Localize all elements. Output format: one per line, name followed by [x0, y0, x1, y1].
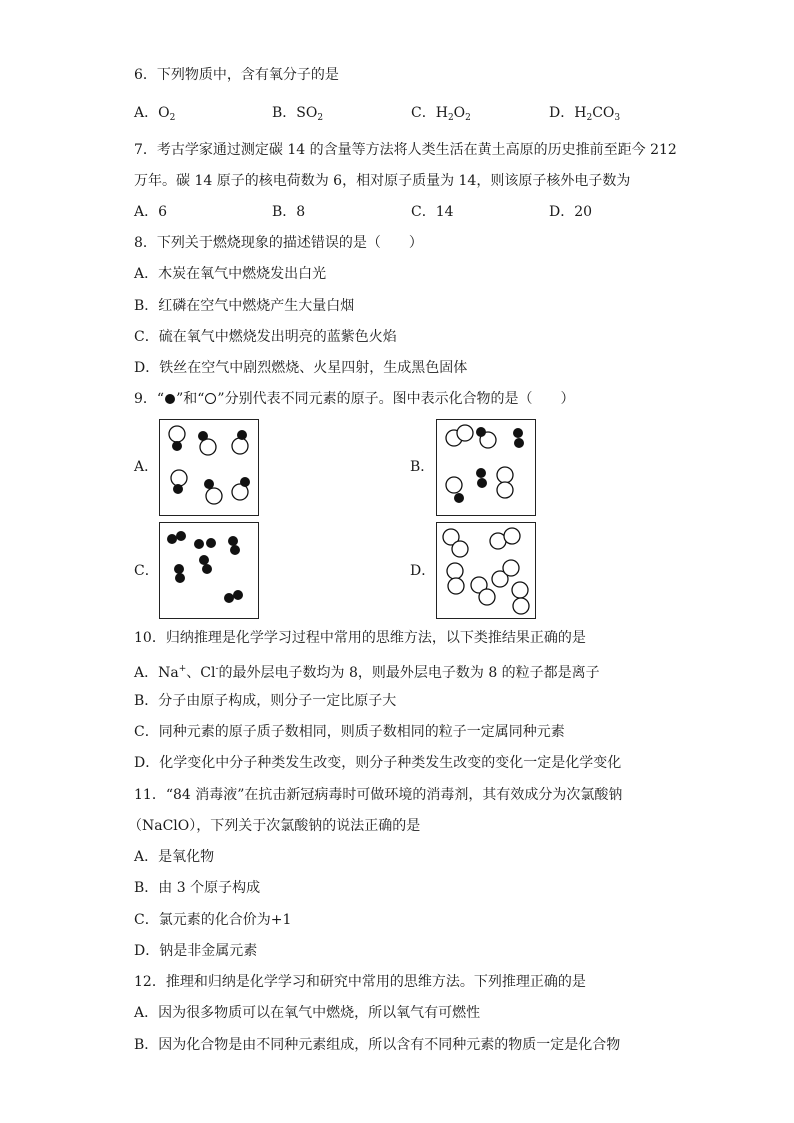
q12-stem: 12．推理和归纳是化学学习和研究中常用的思维方法。下列推理正确的是 — [134, 974, 586, 990]
q9-stem-prefix: 9．“ — [134, 391, 165, 407]
q9-stem-suffix: ”分别代表不同元素的原子。图中表示化合物的是（ ） — [217, 391, 575, 407]
option-letter: C． — [411, 105, 436, 121]
q6-option-c[interactable] — [411, 104, 471, 127]
q9-stem — [134, 390, 575, 408]
q9-label-c[interactable]: C． — [134, 563, 159, 579]
black-atom-icon — [165, 394, 175, 404]
q12-option-a[interactable]: A．因为很多物质可以在氧气中燃烧，所以氧气有可燃性 — [134, 1005, 481, 1021]
formula-subscript: 3 — [614, 113, 621, 123]
formula-subscript: 2 — [586, 113, 593, 123]
option-letter: B． — [272, 105, 297, 121]
q11-stem-line2: （NaClO），下列关于次氯酸钠的说法正确的是 — [128, 818, 421, 834]
molecule-diagram-d — [437, 523, 535, 618]
molecule-diagram-c — [160, 523, 258, 618]
q10-option-a[interactable] — [134, 660, 600, 682]
formula-subscript: 2 — [447, 113, 454, 123]
q7-stem-line2: 万年。碳 14 原子的核电荷数为 6，相对原子质量为 14，则该原子核外电子数为 — [134, 173, 631, 189]
q6-option-a[interactable] — [134, 104, 175, 127]
option-text: A．Na — [134, 665, 179, 681]
molecule-diagram-a — [160, 420, 258, 515]
q9-diagram-c[interactable] — [159, 522, 259, 619]
q7-option-b[interactable]: B．8 — [272, 204, 306, 220]
q8-option-c[interactable]: C．硫在氧气中燃烧发出明亮的蓝紫色火焰 — [134, 329, 397, 345]
q11-option-b[interactable]: B．由 3 个原子构成 — [134, 880, 261, 896]
molecule-diagram-b — [437, 420, 535, 515]
q7-stem-line1: 7．考古学家通过测定碳 14 的含量等方法将人类生活在黄土高原的历史推前至距今 212 — [134, 142, 677, 158]
q6-option-d[interactable] — [549, 104, 620, 127]
q10-option-c[interactable]: C．同种元素的原子质子数相同，则质子数相同的粒子一定属同种元素 — [134, 724, 565, 740]
q6-option-b[interactable] — [272, 104, 323, 127]
ion-charge: + — [178, 664, 187, 674]
formula-subscript: 2 — [169, 113, 176, 123]
q10-stem: 10．归纳推理是化学学习过程中常用的思维方法，以下类推结果正确的是 — [134, 630, 586, 646]
q8-option-d[interactable]: D．铁丝在空气中剧烈燃烧、火星四射，生成黑色固体 — [134, 360, 468, 376]
q11-option-c[interactable]: C．氯元素的化合价为+1 — [134, 912, 292, 928]
q9-label-d[interactable]: D． — [410, 563, 436, 579]
option-text: 、Cl — [186, 665, 216, 681]
white-atom-icon — [205, 393, 216, 404]
formula: SO — [296, 105, 318, 121]
q12-option-b[interactable]: B．因为化合物是由不同种元素组成，所以含有不同种元素的物质一定是化合物 — [134, 1037, 621, 1053]
q8-option-b[interactable]: B．红磷在空气中燃烧产生大量白烟 — [134, 298, 355, 314]
q10-option-d[interactable]: D．化学变化中分子种类发生改变，则分子种类发生改变的变化一定是化学变化 — [134, 755, 622, 771]
q11-stem-line1: 11．“84 消毒液”在抗击新冠病毒时可做环境的消毒剂，其有效成分为次氯酸钠 — [134, 787, 623, 803]
q7-option-a[interactable]: A．6 — [134, 204, 168, 220]
q9-stem-mid: ”和“ — [176, 391, 205, 407]
option-letter: A． — [134, 105, 159, 121]
q11-option-a[interactable]: A．是氧化物 — [134, 849, 215, 865]
option-letter: D． — [549, 105, 575, 121]
q10-option-b[interactable]: B．分子由原子构成，则分子一定比原子大 — [134, 693, 397, 709]
q9-diagram-d[interactable] — [436, 522, 536, 619]
q6-stem: 6．下列物质中，含有氧分子的是 — [134, 67, 339, 83]
formula: O — [158, 105, 170, 121]
formula: O — [453, 105, 466, 121]
q8-stem: 8．下列关于燃烧现象的描述错误的是（ ） — [134, 235, 423, 251]
formula-subscript: 2 — [317, 113, 324, 123]
q9-diagram-a[interactable] — [159, 419, 259, 516]
formula-subscript: 2 — [465, 113, 471, 123]
formula: H — [435, 105, 448, 121]
formula: H — [574, 105, 587, 121]
ion-charge: - — [215, 664, 219, 674]
q8-option-a[interactable]: A．木炭在氧气中燃烧发出白光 — [134, 266, 327, 282]
formula: CO — [592, 105, 615, 121]
q9-diagram-b[interactable] — [436, 419, 536, 516]
q9-label-b[interactable]: B． — [410, 459, 435, 475]
option-text: 的最外层电子数均为 8，则最外层电子数为 8 的粒子都是离子 — [218, 665, 600, 681]
q7-option-d[interactable]: D．20 — [549, 204, 593, 220]
q9-label-a[interactable]: A． — [134, 459, 159, 475]
q7-option-c[interactable]: C．14 — [411, 204, 454, 220]
q11-option-d[interactable]: D．钠是非金属元素 — [134, 943, 258, 959]
